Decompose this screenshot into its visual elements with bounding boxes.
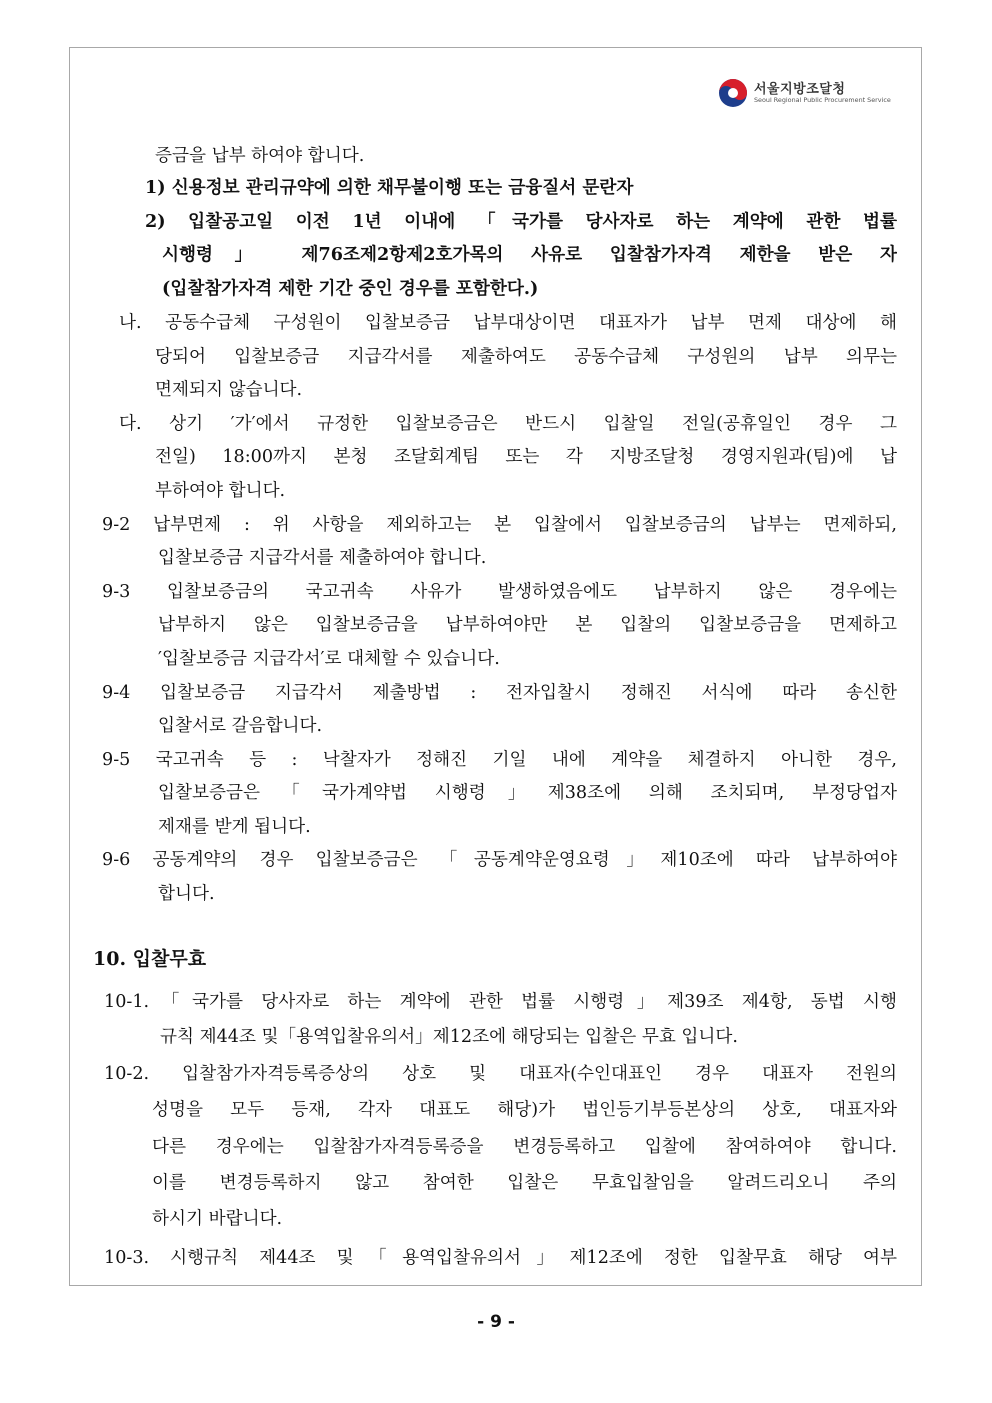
text-line: 9-4 입찰보증금 지급각서 제출방법 : 전자입찰시 정해진 서식에 따라 송신한 bbox=[102, 683, 897, 703]
text-line: 9-5 국고귀속 등 : 낙찰자가 정해진 기일 내에 계약을 체결하지 아니한 경우, bbox=[102, 750, 897, 770]
text-line: 제재를 받게 됩니다. bbox=[158, 817, 311, 837]
text-line: 이를 변경등록하지 않고 참여한 입찰은 무효입찰임을 알려드리오니 주의 bbox=[152, 1173, 897, 1193]
text-line: 당되어 입찰보증금 지급각서를 제출하여도 공동수급체 구성원의 납부 의무는 bbox=[155, 347, 897, 367]
text-line: 입찰보증금 지급각서를 제출하여야 합니다. bbox=[158, 548, 487, 568]
text-line: ′입찰보증금 지급각서′로 대체할 수 있습니다. bbox=[158, 649, 500, 669]
text-line: 9-2 납부면제 : 위 사항을 제외하고는 본 입찰에서 입찰보증금의 납부는 면제하되, bbox=[102, 515, 897, 535]
text-line: 다른 경우에는 입찰참가자격등록증을 변경등록하고 입찰에 참여하여야 합니다. bbox=[152, 1137, 897, 1157]
text-line: 입찰서로 갈음합니다. bbox=[158, 716, 323, 736]
text-line: 나. 공동수급체 구성원이 입찰보증금 납부대상이면 대표자가 납부 면제 대상에 해 bbox=[119, 313, 897, 333]
text-line: 1) 신용정보 관리규약에 의한 채무불이행 또는 금융질서 문란자 bbox=[145, 177, 634, 198]
text-line: (입찰참가자격 제한 기간 중인 경우를 포함한다.) bbox=[162, 278, 539, 299]
text-line: 규칙 제44조 및「용역입찰유의서」제12조에 해당되는 입찰은 무효 입니다. bbox=[160, 1027, 738, 1047]
org-name-en: Seoul Regional Public Procurement Service bbox=[754, 96, 891, 104]
org-logo bbox=[718, 76, 918, 116]
text-line: 10-1.「국가를 당사자로 하는 계약에 관한 법률 시행령」제39조 제4항, 동법 시행 bbox=[104, 992, 897, 1012]
text-line: 납부하지 않은 입찰보증금을 납부하여야만 본 입찰의 입찰보증금을 면제하고 bbox=[158, 615, 897, 635]
text-line: 증금을 납부 하여야 합니다. bbox=[155, 146, 365, 166]
text-line: 2) 입찰공고일 이전 1년 이내에 「국가를 당사자로 하는 계약에 관한 법률 bbox=[145, 211, 897, 232]
section-heading: 10. 입찰무효 bbox=[93, 948, 207, 970]
org-name-kr: 서울지방조달청 bbox=[754, 82, 846, 97]
text-line: 면제되지 않습니다. bbox=[155, 380, 303, 400]
text-line: 시행령」 제76조제2항제2호가목의 사유로 입찰참가자격 제한을 받은 자 bbox=[162, 244, 897, 265]
taegeuk-emblem-icon bbox=[718, 78, 748, 108]
text-line: 10-3. 시행규칙 제44조 및「용역입찰유의서」제12조에 정한 입찰무효 해당 여부 bbox=[104, 1248, 897, 1268]
text-line: 합니다. bbox=[158, 884, 215, 904]
text-line: 9-3 입찰보증금의 국고귀속 사유가 발생하였음에도 납부하지 않은 경우에는 bbox=[102, 582, 897, 602]
text-line: 다. 상기 ′가′에서 규정한 입찰보증금은 반드시 입찰일 전일(공휴일인 경우 그 bbox=[119, 414, 897, 434]
text-line: 전일) 18:00까지 본청 조달회계팀 또는 각 지방조달청 경영지원과(팀)에 납 bbox=[155, 447, 897, 467]
page-number: - 9 - bbox=[477, 1312, 515, 1332]
text-line: 성명을 모두 등재, 각자 대표도 해당)가 법인등기부등본상의 상호, 대표자와 bbox=[152, 1100, 897, 1120]
text-line: 10-2. 입찰참가자격등록증상의 상호 및 대표자(수인대표인 경우 대표자 전원의 bbox=[104, 1064, 897, 1084]
text-line: 부하여야 합니다. bbox=[155, 481, 286, 501]
text-line: 하시기 바랍니다. bbox=[152, 1209, 283, 1229]
text-line: 9-6 공동계약의 경우 입찰보증금은 「공동계약운영요령」제10조에 따라 납부하여야 bbox=[102, 850, 897, 870]
text-line: 입찰보증금은「국가계약법 시행령」제38조에 의해 조치되며, 부정당업자 bbox=[158, 783, 897, 803]
